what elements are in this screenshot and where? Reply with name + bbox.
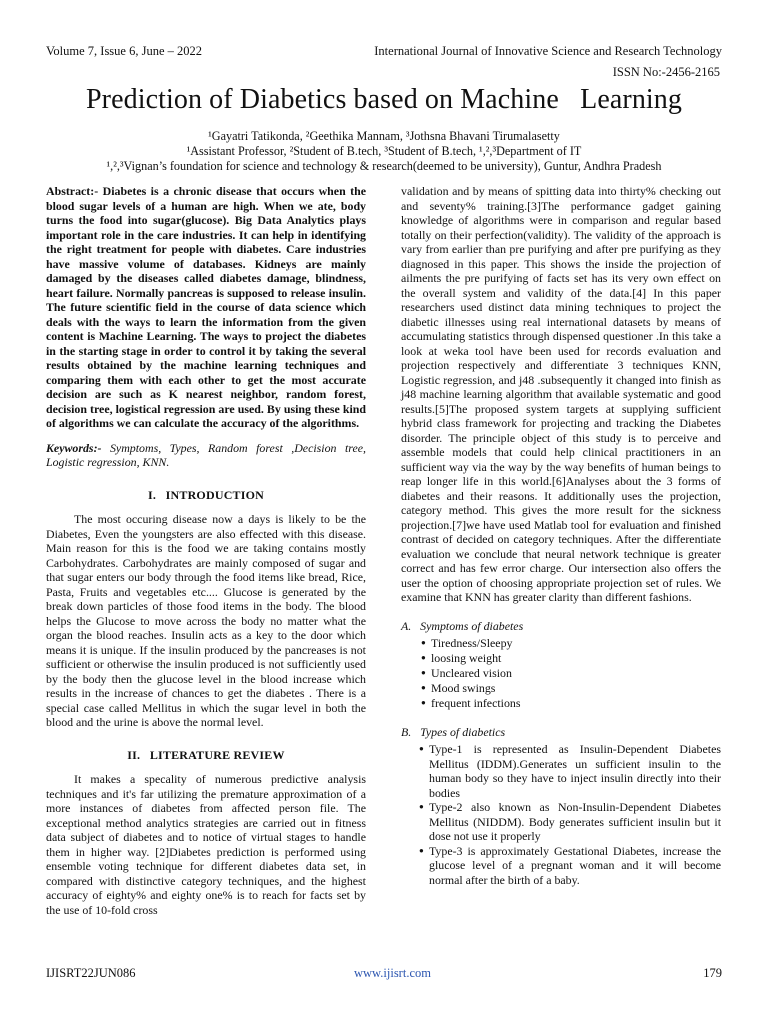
list-item: ● Type-3 is approximately Gestational Diabetes, increase the glucose level of a pregnant woman and it will become normal after the birth of a baby. <box>401 844 721 888</box>
page-number: 179 <box>703 966 722 980</box>
issn: ISSN No:-2456-2165 <box>612 65 720 79</box>
list-item: ● frequent infections <box>401 696 721 711</box>
literature-text-continued: validation and by means of spitting data into thirty% checking out and seventy% training.[3]The performance gadget gaining knowledge of algorithms were in comparison and regular based totally on their perfection(validity). The validity of the approach is vary from earlier than pre purifying and after pre purifying as they diagnosed in this paper. This shows the inside the projection of ailments the pre purifying of facts set has its very own effect on the overall system and validity of the data.[4] In this paper researchers used distinct data mining techniques to project the diabetic illnesses using real international datasets by means of accumulating statistics through dispensed questioner .In this take a look at weka tool have been used for records evaluation and projection respectively and differentiate 3 techniques KNN, Logistic regression, and j48 .subsequently it changed into finish as j48 machine learning algorithm that available systematic and good results.[5]The proposed system targets at supplying sufficient hybrid class framework for projecting and tracking the Diabetes disorder. The principle object of this study is to perceive and assemble models that could help clinical practitioners in an sufficient way via the way by the way benefits of human beings to reap longer life in this world.[6]Analyses about the 3 forms of diabetes and their reasons. It additionally uses the projection, category method. This gives the more result for the sickness projection.[7]we have used Matlab tool for evaluation and finished contrast of decided on category techniques. After the differentiate evaluation we conclude that neural network technique is greater correct and has few error charge. Our intersection also offers the user the option of choosing appropriate projection set of rules. We examine that KNN has greater clarity than different fashions. <box>401 184 721 604</box>
symptoms-heading: A. Symptoms of diabetes <box>401 618 524 633</box>
symptoms-list <box>401 636 721 711</box>
paper-code: IJISRT22JUN086 <box>46 966 136 980</box>
introduction-heading: I. INTRODUCTION <box>147 487 265 502</box>
author-names: ¹Gayatri Tatikonda, ²Geethika Mannam, ³Jothsna Bhavani Tirumalasetty <box>208 129 560 143</box>
left-column <box>46 184 366 917</box>
types-heading: B. Types of diabetics <box>401 724 506 739</box>
keywords <box>46 441 366 470</box>
volume-info: Volume 7, Issue 6, June – 2022 <box>46 44 203 58</box>
list-item: ● Type-2 also known as Non-Insulin-Dependent Diabetes Mellitus (NIDDM). Body generates sufficient insulin but it dose not use it properly <box>401 800 721 844</box>
author-roles: ¹Assistant Professor, ²Student of B.tech, ³Student of B.tech, ¹,²,³Department of IT <box>186 144 582 158</box>
right-column <box>401 184 721 887</box>
keywords-label: Keywords:- <box>46 440 102 455</box>
journal-link[interactable]: www.ijisrt.com <box>354 966 431 980</box>
introduction-text: The most occuring disease now a days is likely to be the Diabetes, Even the youngsters are also effected with this disease. Main reason for this is the food we are taking contains mostly Carbohydrates. Carbohydrates are mainly composed of sugar and that sugar enters our body through the food items like bread, Rice, Pasta, Fruits and vegetables etc.... Glucose is generated by the break down particles of those food items in the body. The blood helps the Glucose to move across the body no matter what the organ the blood reaches. Insulin acts as a key to the door which means it is unique. If the insulin produced by the pancreases is not sufficient or otherwise the insulin produced is not sufficiently used by the body then the glucose level in the blood increase which results in the increase of chances to get the diabetes . There is a special case called Mellitus in which the sugar level in both the blood and the urine is above the normal level. <box>46 512 366 729</box>
list-item: ● Type-1 is represented as Insulin-Dependent Diabetes Mellitus (IDDM).Generates un sufficient insulin to the human body so they have to inject insulin directly into their bodies <box>401 742 721 800</box>
list-item: ● Mood swings <box>401 681 721 696</box>
types-list <box>401 742 721 887</box>
keywords-text: Symptoms, Types, Random forest ,Decision tree, Logistic regression, KNN. <box>46 440 366 469</box>
list-item: ● loosing weight <box>401 651 721 666</box>
author-affiliation: ¹,²,³Vignan’s foundation for science and technology & research(deemed to be university), Guntur, Andhra Pradesh <box>106 159 662 173</box>
paper-title: Prediction of Diabetics based on Machine Learning <box>85 84 683 115</box>
list-item: ● Uncleared vision <box>401 666 721 681</box>
abstract: Abstract:- Diabetes is a chronic disease that occurs when the blood sugar levels of a human are high. When we ate, body turns the food into sugar(glucose). Big Data Analytics plays important role in the care industries. It can help in identifying the right treatment for people with diabetes. Care industries have massive volume of databases. Kidneys are mainly damaged by the diseases called diabetes damage, blindness, heart failure. Normally pancreas is supposed to release insulin. The future scientific field in the course of data science which deals with the ways to learn the information from the given content is Machine Learning. The ways to project the diabetes in the starting stage in order to control it by taking the several results obtained by the machine learning techniques and comparing them with each other to get the most accurate decision are such as K nearest neighbor, random forest, decision tree, logistical regression are used. By using these kind of algorithms we can calculate the accuracy of the algorithms. <box>46 184 366 430</box>
literature-text: It makes a specality of numerous predictive analysis techniques and it's far utilizing the premature approximation of a more instances of diabetes from affected person file. The exceptional method analytics strategies are carried out in fitness data subject of diabetes and to notice of virtual stages to handle them in higher way. [2]Diabetes prediction is performed using ensemble voting technique for different diabetes data set, in compared with distinctive category techniques, and the highest accuracy of eighty% and eighty one% is to reach for facts set by the use of 10-fold cross <box>46 772 366 917</box>
journal-name: International Journal of Innovative Science and Research Technology <box>374 44 722 58</box>
literature-heading: II. LITERATURE REVIEW <box>127 747 285 762</box>
list-item: ● Tiredness/Sleepy <box>401 636 721 651</box>
